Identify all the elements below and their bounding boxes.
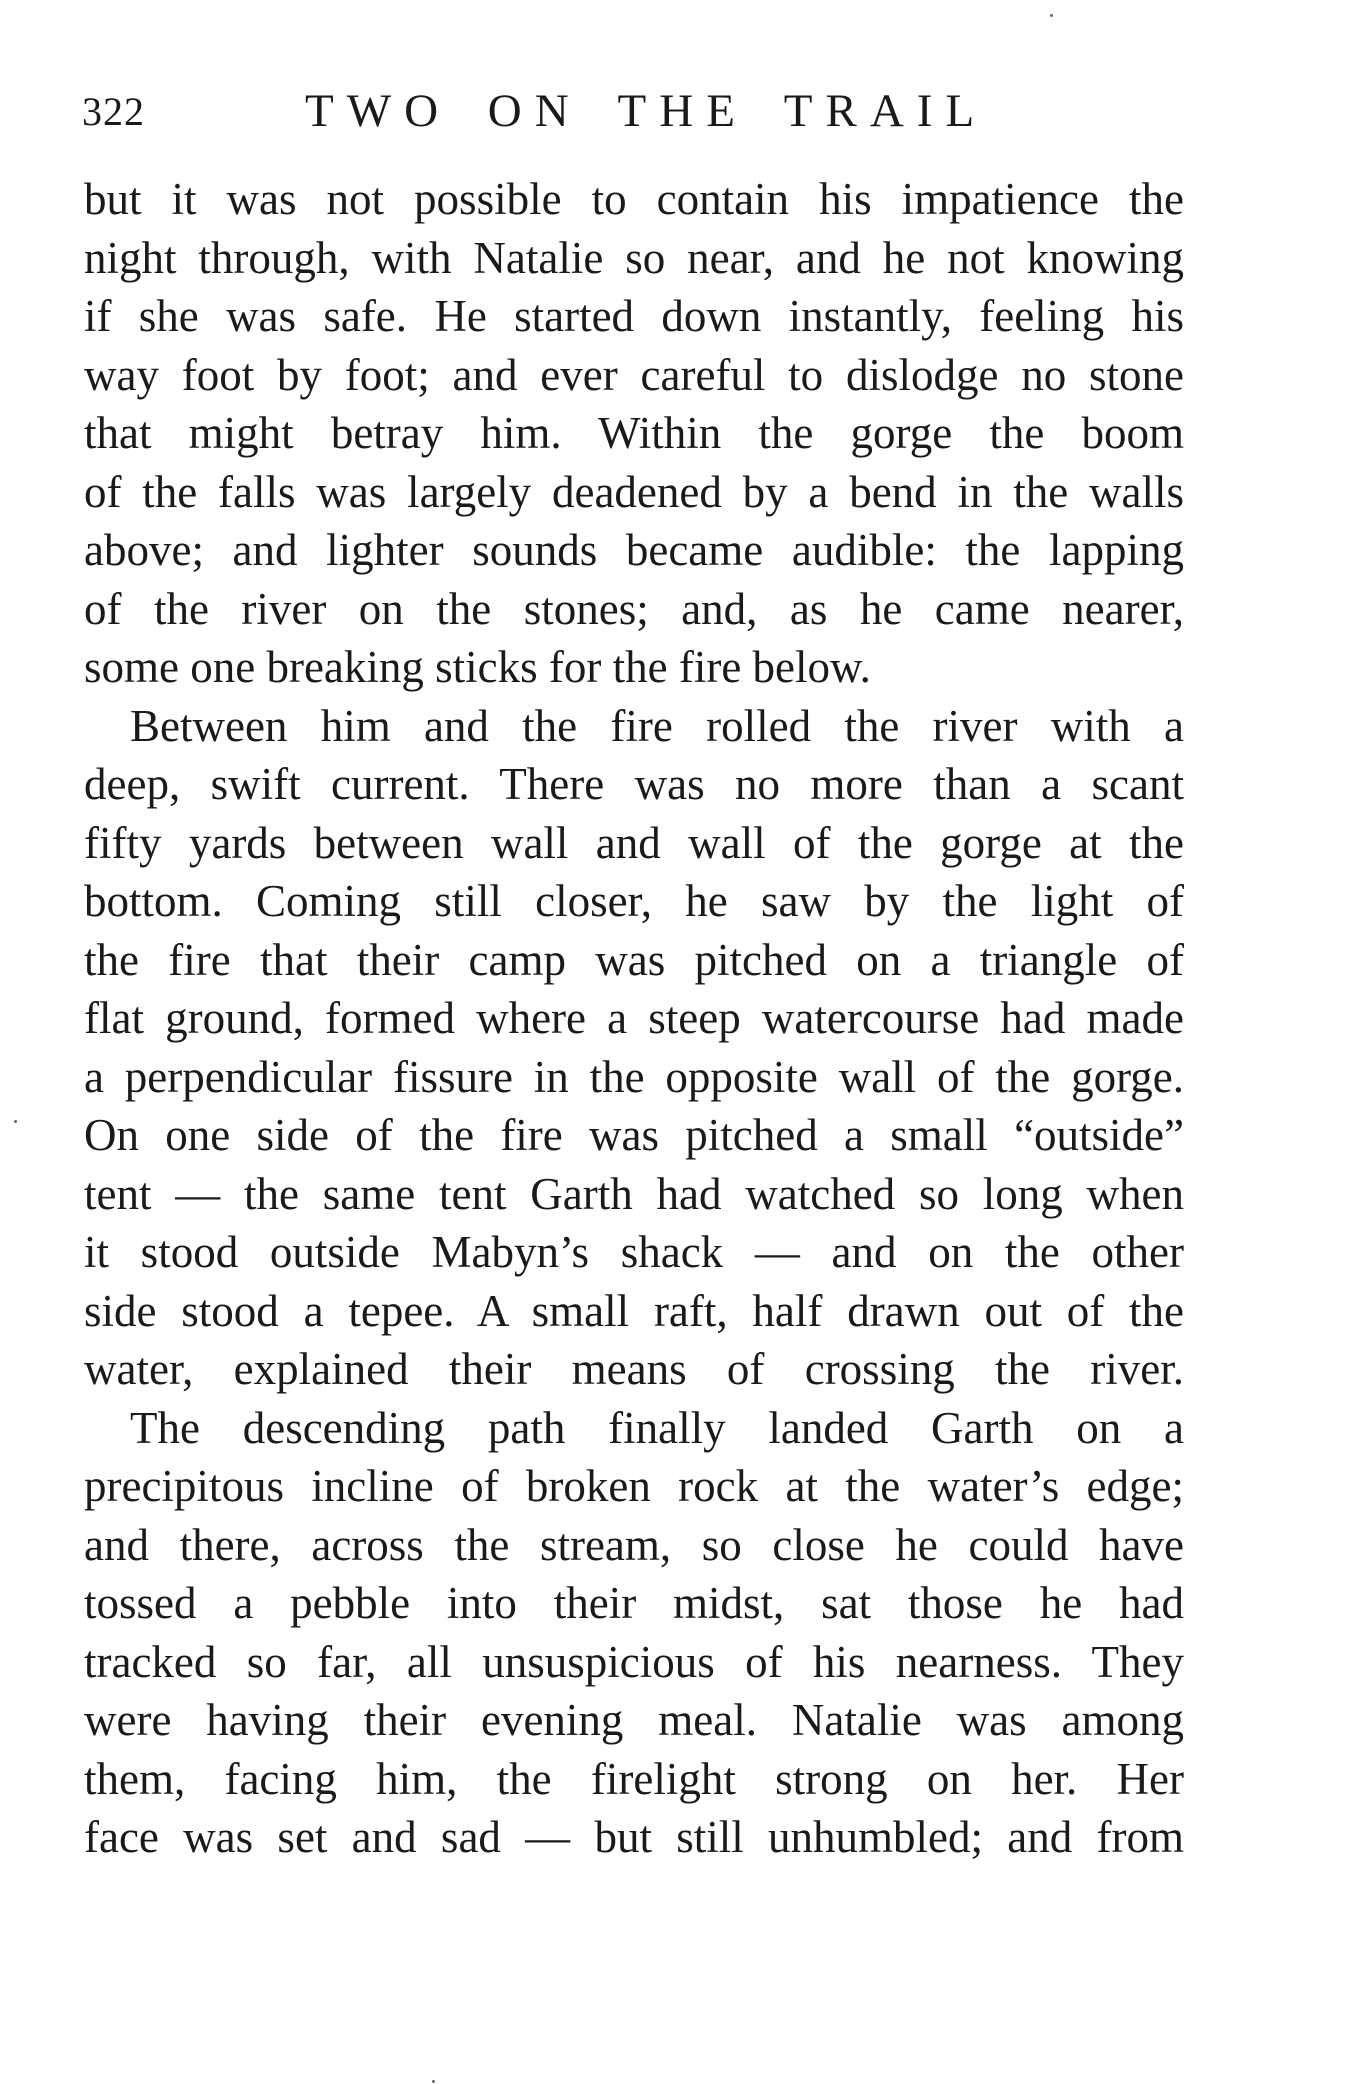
text-line: if she was safe. He started down instantly, feeling his: [84, 291, 1184, 341]
text-line: the fire that their camp was pitched on a triangle of: [84, 934, 1184, 985]
text-line: fifty yards between wall and wall of the gorge at the: [84, 817, 1184, 868]
text-line: and there, across the stream, so close he could have: [84, 1519, 1184, 1570]
text-line: The descending path finally landed Garth on a: [130, 1402, 1184, 1453]
text-line: a perpendicular fissure in the opposite wall of the gorge.: [84, 1051, 1184, 1102]
running-title: TWO ON THE TRAIL: [305, 85, 988, 137]
text-line: some one breaking sticks for the fire below.: [84, 642, 871, 692]
text-line: bottom. Coming still closer, he saw by the light of: [84, 876, 1184, 926]
text-line: water, explained their means of crossing the river.: [84, 1344, 1184, 1394]
paper-speck: [1050, 14, 1053, 17]
text-line: above; and lighter sounds became audible: the lapping: [84, 525, 1184, 575]
text-line: of the river on the stones; and, as he came nearer,: [84, 583, 1184, 634]
text-line: way foot by foot; and ever careful to dislodge no stone: [84, 349, 1184, 400]
text-line: of the falls was largely deadened by a bend in the walls: [84, 466, 1184, 517]
page-number: 322: [82, 89, 145, 134]
text-line: tracked so far, all unsuspicious of his nearness. They: [84, 1636, 1184, 1687]
text-line: precipitous incline of broken rock at the water’s edge;: [84, 1461, 1184, 1511]
text-line: tent — the same tent Garth had watched so long when: [84, 1168, 1184, 1219]
text-line: flat ground, formed where a steep watercourse had made: [84, 993, 1184, 1043]
text-line: but it was not possible to contain his impatience the: [84, 174, 1184, 224]
running-head: [82, 85, 1182, 138]
paper-speck: [14, 1120, 17, 1123]
body-text: [84, 170, 1184, 1867]
text-line: face was set and sad — but still unhumbled; and from: [84, 1812, 1184, 1862]
text-line: side stood a tepee. A small raft, half drawn out of the: [84, 1285, 1184, 1336]
text-line: were having their evening meal. Natalie was among: [84, 1695, 1184, 1745]
text-line: night through, with Natalie so near, and he not knowing: [84, 232, 1184, 283]
text-line: On one side of the fire was pitched a small “outside”: [84, 1110, 1184, 1160]
paper-speck: [432, 2080, 435, 2083]
text-line: deep, swift current. There was no more than a scant: [84, 759, 1184, 809]
text-line: it stood outside Mabyn’s shack — and on the other: [84, 1227, 1184, 1277]
text-line: Between him and the fire rolled the river with a: [130, 700, 1184, 751]
text-line: tossed a pebble into their midst, sat those he had: [84, 1578, 1184, 1628]
text-line: that might betray him. Within the gorge the boom: [84, 408, 1184, 458]
text-line: them, facing him, the firelight strong on her. Her: [84, 1753, 1184, 1804]
